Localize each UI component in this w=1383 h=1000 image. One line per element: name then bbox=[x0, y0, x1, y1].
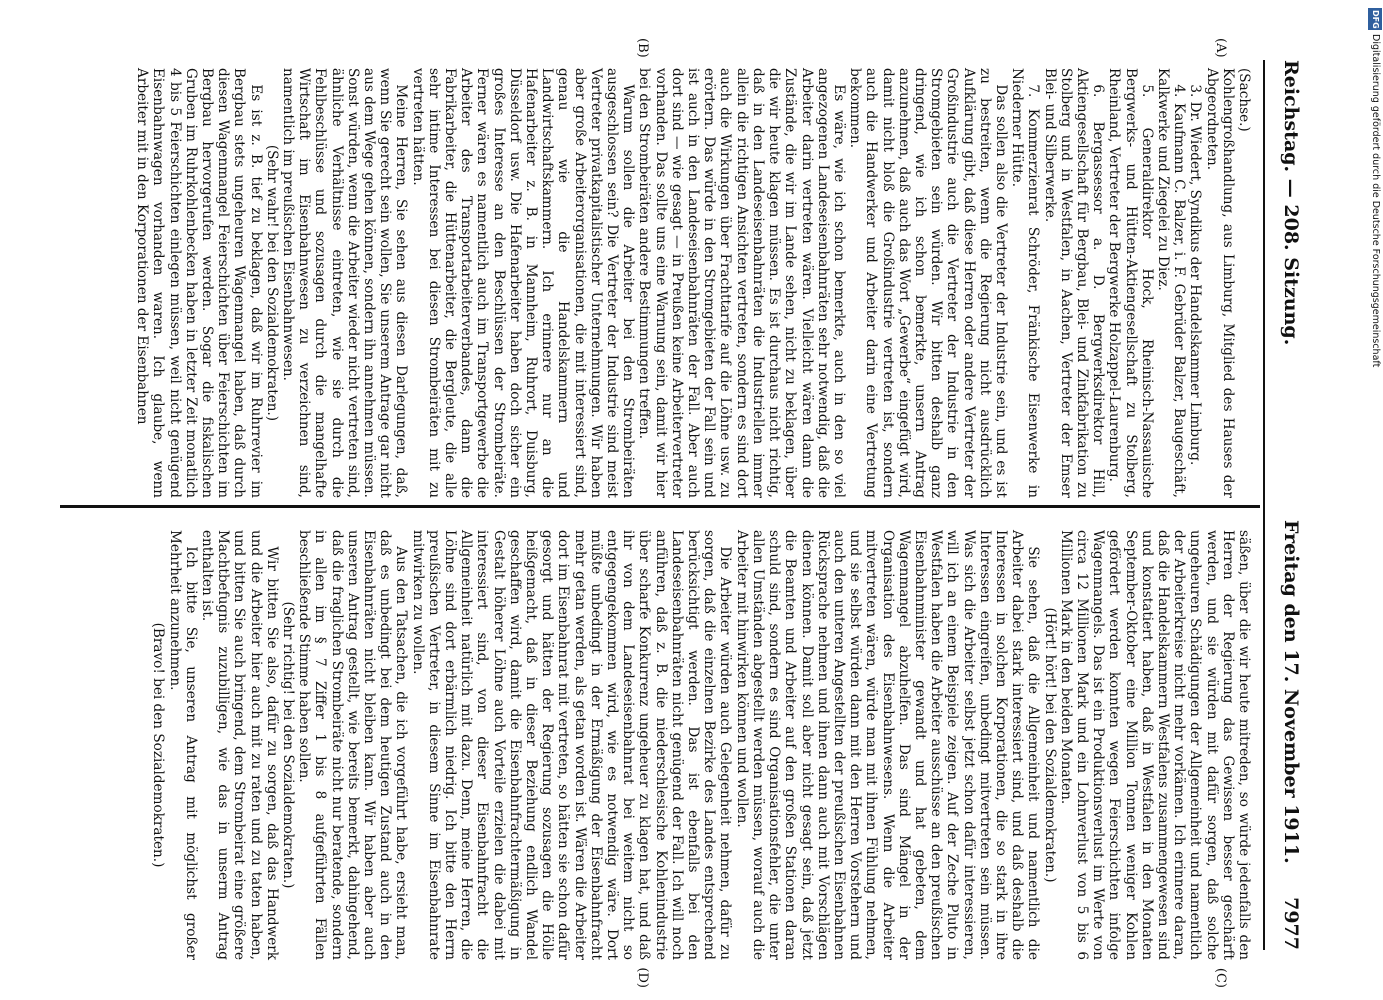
margin-marker-b: (B) bbox=[635, 38, 650, 58]
list-item: 7. Kommerzienrat Schröder, Fränkische Eisenwerke in Niederner Hütte. bbox=[1009, 68, 1042, 498]
paragraph: Meine Herren, Sie sehen aus diesen Darlegungen, daß, wenn Sie gerecht sein wollen, Sie unserem Antrage gar nicht aus dem Wege gehen können, sondern ihn annehmen müssen. Sonst würden, wenn die Arbeiter wieder nicht vertreten sind, ähnliche Verhältnisse eintreten, wie sie durch die Fehlbeschlüsse und sozusagen durch die mangelhafte Wirtschaft im Eisenbahnwesen zu verzeichnen sind, namentlich im preußischen Eisenbahnwesen. bbox=[280, 68, 410, 498]
right-text-column bbox=[150, 530, 1252, 960]
list-item: 5. Generaldirektor Hock, Rheinisch-Nassauische Bergwerks- und Hütten-Aktiengesellschaft zu Stolberg, Rheinland, Vertreter der Bergwerke Holzappel-Laurenburg. bbox=[1106, 68, 1155, 498]
paragraph: Ich bitte Sie, unseren Antrag mit möglichst großer Mehrheit anzunehmen. bbox=[166, 530, 199, 960]
paragraph: Kohlengroßhandlung, aus Limburg, Mitglied des Hauses der Abgeordneten. bbox=[1203, 68, 1236, 498]
paragraph: Warum sollen die Arbeiter bei den Strombeiräten ausgeschlossen sein? Die Vertreter der Industrie sind meist Vertreter privatkapitalistischer Unternehmungen. Wir haben aber große Arbeiterorganisationen, die mit interessiert sind, genau wie die Handelskammern und Landwirtschaftskammern. Ich erinnere nur an die Hafenarbeiter z. B. in Mannheim, Ruhrort, Duisburg, Düsseldorf usw. Die Hafenarbeiter haben doch sicher ein großes Interesse an den Beschlüssen der Strombeiräte. Ferner wären es namentlich auch im Transportgewerbe die Arbeiter des Transportarbeiterverbandes, dann die Fabrikarbeiter, die Hüttenarbeiter, die Bergleute, die alle sehr intime Interessen bei diesen Strombeiräten mit zu vertreten hätten. bbox=[409, 68, 637, 498]
list-item: 6. Bergassessor a. D. Bergwerksdirektor Hill, Aktiengesellschaft für Bergbau, Blei- und Zinkfabrikation zu Stolberg und in Westfalen, in Aachen, Vertreter der Emser Blei- und Silberwerke. bbox=[1041, 68, 1107, 498]
left-text-column bbox=[134, 68, 1252, 498]
margin-marker-a: (A) bbox=[1213, 38, 1228, 58]
paragraph: Die Arbeiter würden auch Gelegenheit nehmen, dafür zu sorgen, daß die einzelnen Bezirke des Landes entsprechend berücksichtigt werden. Das ist ebenfalls bei den Landeseisenbahnräten nicht genügend der Fall. Ich will noch anführen, daß z. B. die niederschlesische Kohlenindustrie über scharfe Konkurrenz ungeheuer zu klagen hat, und daß ihr von dem Landeseisenbahnrat bei weitem nicht so entgegengekommen wird, wie es notwendig wäre. Dort müßte unbedingt in der Ermäßigung der Eisenbahnfracht mehr getan werden, als getan worden ist. Wären die Arbeiter dort im Eisenbahnrat mit vertreten, so hätten sie schon dafür gesorgt und hätten der Regierung sozusagen die Hölle heißgemacht, daß in dieser Beziehung endlich Wandel geschaffen wird, damit die Eisenbahnfrachtermäßigung in Gestalt höherer Löhne auch Vorteile erzielen die dabei mit interessiert sind, von dieser Eisenbahnfracht die Allgemeinheit natürlich mit dazu. Denn, meine Herren, die Löhne sind dort erbärmlich niedrig. Ich bitte den Herrn preußischen Vertreter, in diesem Sinne im Eisenbahnrate mitwirken zu wollen. bbox=[409, 530, 734, 960]
margin-marker-d: (D) bbox=[635, 967, 650, 988]
paragraph: Sie sehen, daß die Allgemeinheit und namentlich die Arbeiter dabei stark interessiert sind, und daß deshalb die Interessen in solchen Korporationen, die so stark in ihre Interessen eingreifen, unbedingt mitvertreten sein müssen. Was sich die Arbeiter selbst jetzt schon dafür interessieren, will ich an einem Beispiele zeigen. Auf der Zeche Pluto in Westfalen haben die Arbeiter ausschüsse an den preußischen Eisenbahnminister gewandt und hat gebeten, dem Wagenmangel abzuhelfen. Das sind Mängel in der Organisation des Eisenbahnwesens. Wenn die Arbeiter mitvertreten wären, würde man mit ihnen Fühlung nehmen, und sie selbst würden dann mit den Herren Vorstehern und auch den unteren Angestellten der preußischen Eisenbahnen Rücksprache nehmen und ihnen dann auch mit Vorschlägen dienen können. Damit soll aber nicht gesagt sein, daß jetzt die Beamten und Arbeiter auf den großen Stationen daran schuld sind, sondern es sind Organisationsfehler, die unter allen Umständen abgestellt werden müssen, worauf auch die Arbeiter mit hinwirken können und wollen. bbox=[733, 530, 1042, 960]
paragraph: Das sollen also die Vertreter der Industrie sein, und es ist zu bestreiten, wenn die Regierung nicht ausdrücklich Aufklärung gibt, daß diese Herren oder andere Vertreter der Großindustrie auch die Vertreter der Industrie in den Stromgebieten sein würden. Wir bitten deshalb ganz dringend, wie ich schon bemerkte, unsern Antrag anzunehmen, daß auch das Wort „Gewerbe“ eingefügt wird, damit nicht bloß die Großindustrie vertreten ist, sondern auch die Handwerker und Arbeiter darin eine Vertretung bekommen. bbox=[847, 68, 1009, 498]
page-number: 7977 bbox=[1280, 897, 1302, 950]
paragraph: Aus den Tatsachen, die ich vorgeführt habe, ersieht man, daß es unbedingt bei dem heutigen Zustand auch in den Eisenbahnräten nicht bleiben kann. Wir haben aber auch unseren Antrag gestellt, wie bereits bemerkt, dahingehend, daß die fraglichen Strombeiräte nicht nur beratende, sondern in allen im § 7 Ziffer 1 bis 8 aufgeführten Fällen beschließende Stimme haben sollen. bbox=[296, 530, 410, 960]
interjection: (Bravo! bei den Sozialdemokraten.) bbox=[150, 622, 167, 868]
header-left: Reichstag. — 208. Sitzung. bbox=[1280, 60, 1302, 346]
rotated-document-page bbox=[20, 0, 1340, 1000]
paragraph: säßen, über die wir heute mitreden, so würde jedenfalls den Herren der Regierung das Gewissen besser geschärft werden, und sie würden mit dafür sorgen, daß solche ungeheuren Schädigungen der Allgemeinheit und namentlich der Arbeiterkreise nicht mehr vorkämen. Ich erinnere daran, daß die Handelskammern Westfalens zusammengewesen sind und konstatiert haben, daß in Westfalen in den Monaten September-Oktober eine Million Tonnen weniger Kohlen gefördert werden konnten wegen Feierschichten infolge Wagenmangels. Das ist ein Produktionsverlust im Werte von circa 12 Millionen Mark und ein Lohnverlust von 5 bis 6 Millionen Mark in den beiden Monaten. bbox=[1057, 530, 1252, 960]
column-divider bbox=[60, 505, 1260, 508]
paragraph: Es wäre, wie ich schon bemerkte, auch in den so viel angezogenen Landeseisenbahnräten sehr notwendig, daß die Arbeiter darin vertreten wären. Vielleicht wären dann die Zustände, die wir im Lande sehen, nicht zu beklagen, über die wir heute klagen müssen. Es ist durchaus nicht richtig, daß in den Landeseisenbahnräten die Industriellen immer allein die richtigen Ansichten vertreten, sondern es sind dort auch die Wirkungen über Frachttarife auf die Löhne usw. zu erörtern. Das würde in den Stromgebieten der Fall sein und ist auch in den Landeseisenbahnräten der Fall. Aber auch dort sind — wie gesagt — in Preußen keine Arbeitervertreter vorhanden. Das sollte uns eine Warnung sein, damit wir hier bei den Strombeiräten andere Bestimmungen treffen. bbox=[636, 68, 847, 498]
interjection: (Sehr richtig! bei den Sozialdemokraten.) bbox=[280, 601, 297, 889]
list-item: 4. Kaufmann C. Balzer, i. F. Gebrüder Balzer, Baugeschäft, Kalkwerke und Ziegelei zu Diez. bbox=[1154, 68, 1188, 498]
interjection: (Hört! hört! bei den Sozialdemokraten.) bbox=[1041, 607, 1058, 883]
list-item: 3. Dr. Wiedert, Syndikus der Handelskammer Limburg. bbox=[1187, 84, 1204, 466]
digitization-note: Digitalisierung gefördert durch die Deutsche Forschungsgemeinschaft bbox=[1370, 34, 1381, 368]
speaker-note: (Sachse.) bbox=[1236, 68, 1252, 132]
dfg-logo: DFG bbox=[1368, 8, 1382, 30]
header-date: Freitag den 17. November 1911. bbox=[1280, 520, 1302, 864]
page-header bbox=[1272, 60, 1302, 950]
paragraph: Wir bitten Sie also, dafür zu sorgen, daß das Handwerk und die Arbeiter hier auch mit zu raten und zu taten haben, und bitten Sie auch bringend, dem Strombeirat eine größere Machtbefugnis zuzubilligen, wie das in unserm Antrag enthalten ist. bbox=[199, 530, 280, 960]
margin-marker-c: (C) bbox=[1213, 967, 1228, 988]
header-rule bbox=[1263, 60, 1265, 950]
interjection: (Sehr wahr! bei den Sozialdemokraten.) bbox=[263, 144, 280, 422]
paragraph: Es ist z. B. tief zu beklagen, daß wir im Ruhrrevier im Bergbau stets ungeheuren Wagenmangel haben, daß durch diesen Wagenmangel Feierschichten über Feierschichten im Bergbau hervorgerufen werden. Sogar die fiskalischen Gruben im Ruhrkohlenbecken haben in letzter Zeit monatlich 4 bis 5 Feierschichten einlegen müssen, weil nicht genügend Eisenbahnwagen vorhanden waren. Ich glaube, wenn Arbeiter mit in den Korporationen der Eisenbahnen bbox=[134, 68, 264, 498]
